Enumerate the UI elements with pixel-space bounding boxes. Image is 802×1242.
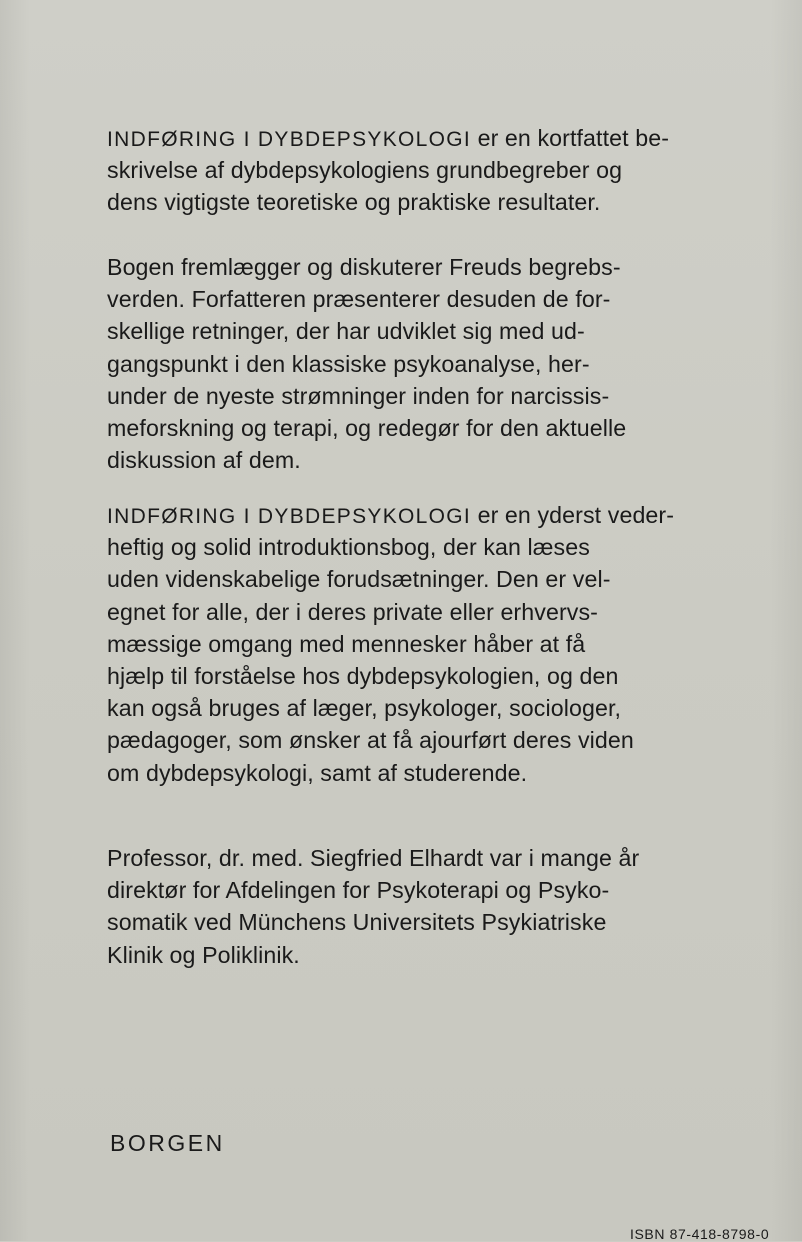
audience-paragraph bbox=[107, 499, 787, 789]
text-line: Professor, dr. med. Siegfried Elhardt var i mange år bbox=[107, 845, 640, 871]
text-line: skellige retninger, der har udviklet sig med ud- bbox=[107, 318, 585, 345]
author-bio-paragraph bbox=[107, 842, 787, 971]
intro-paragraph bbox=[107, 122, 787, 219]
text-line: meforskning og terapi, og redegør for den aktuelle bbox=[107, 414, 627, 441]
book-title-caps: INDFØRING I DYBDEPSYKOLOGI bbox=[107, 505, 472, 528]
text-line: om dybdepsykologi, samt af studerende. bbox=[107, 759, 528, 786]
text-line: INDFØRING I DYBDEPSYKOLOGI er en yderst veder- bbox=[107, 502, 675, 528]
text-line: kan også bruges af læger, psykologer, sociologer, bbox=[107, 695, 622, 722]
text-line: direktør for Afdelingen for Psykoterapi og Psyko- bbox=[107, 877, 610, 904]
text-line: pædagoger, som ønsker at få ajourført deres viden bbox=[107, 727, 634, 754]
text-line: egnet for alle, der i deres private eller erhvervs- bbox=[107, 598, 598, 625]
content-paragraph bbox=[107, 251, 787, 476]
text-line: somatik ved Münchens Universitets Psykiatriske bbox=[107, 909, 607, 936]
text-line: Bogen fremlægger og diskuterer Freuds begrebs- bbox=[107, 254, 621, 280]
isbn-number: ISBN 87-418-8798-0 bbox=[630, 1226, 770, 1242]
publisher-name: BORGEN bbox=[110, 1130, 225, 1156]
text-line: uden videnskabelige forudsætninger. Den er vel- bbox=[107, 566, 611, 593]
text-line: skrivelse af dybdepsykologiens grundbegreber og bbox=[107, 157, 623, 184]
text-line: diskussion af dem. bbox=[107, 447, 301, 474]
book-title-caps: INDFØRING I DYBDEPSYKOLOGI bbox=[107, 128, 472, 151]
text-line: INDFØRING I DYBDEPSYKOLOGI er en kortfattet be- bbox=[107, 125, 670, 151]
text-line: dens vigtigste teoretiske og praktiske resultater. bbox=[107, 189, 601, 216]
text-line: hjælp til forståelse hos dybdepsykologien, og den bbox=[107, 662, 619, 689]
text-line: Klinik og Poliklinik. bbox=[107, 941, 300, 968]
text-line: mæssige omgang med mennesker håber at få bbox=[107, 630, 586, 657]
text-line: verden. Forfatteren præsenterer desuden de for- bbox=[107, 286, 611, 313]
text-line: under de nyeste strømninger inden for narcissis- bbox=[107, 382, 610, 409]
text-line: heftig og solid introduktionsbog, der kan læses bbox=[107, 534, 590, 561]
text-line: gangspunkt i den klassiske psykoanalyse, her- bbox=[107, 350, 590, 377]
